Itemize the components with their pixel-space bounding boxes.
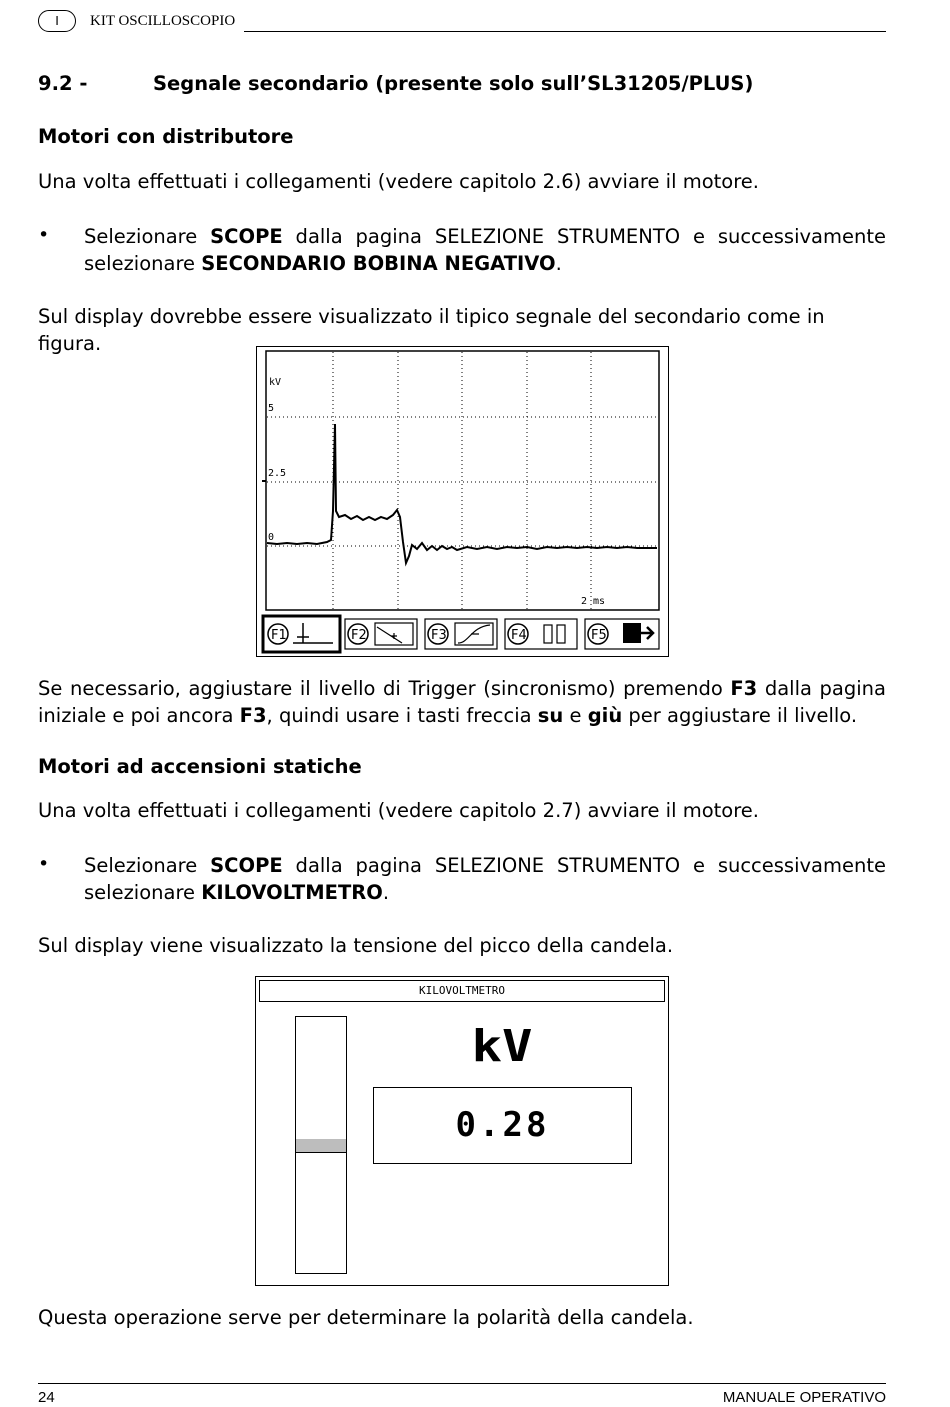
section-title: Segnale secondario (presente solo sull’SL31205/PLUS): [153, 72, 754, 95]
paragraph-intro-1: Una volta effettuati i collegamenti (vedere capitolo 2.6) avviare il motore.: [38, 170, 760, 193]
fkey-label: F4: [511, 628, 527, 643]
paragraph-intro-2: Una volta effettuati i collegamenti (vedere capitolo 2.7) avviare il motore.: [38, 799, 760, 822]
fkey-label: F3: [431, 628, 447, 643]
bullet-scope-secondary: Selezionare SCOPE dalla pagina SELEZIONE STRUMENTO e successivamente selezionare SECONDARIO BOBINA NEGATIVO.: [84, 225, 886, 275]
paragraph-trigger: Se necessario, aggiustare il livello di Trigger (sincronismo) premendo F3 dalla pagina iniziale e poi ancora F3, quindi usare i tasti freccia su e giù per aggiustare il livello.: [38, 677, 886, 727]
y-tick-label: 0: [268, 532, 275, 543]
y-tick-label: 5: [268, 403, 275, 414]
kilovoltmeter-screen-figure: [255, 976, 669, 1286]
slope-down-icon: [377, 627, 402, 643]
fkey-label: F2: [351, 628, 367, 643]
section-number: 9.2 -: [38, 72, 88, 95]
subheading-distributor: Motori con distributore: [38, 125, 294, 148]
footer-manual-title: MANUALE OPERATIVO: [722, 1389, 886, 1406]
y-tick-label: 2.5: [268, 468, 287, 479]
y-unit-label: kV: [269, 377, 282, 388]
language-badge: I: [38, 10, 76, 32]
slope-up-icon: [458, 625, 490, 643]
fkey-label: F1: [271, 628, 287, 643]
fkey-label: F5: [591, 628, 607, 643]
bullet-scope-kilovoltmeter: Selezionare SCOPE dalla pagina SELEZIONE STRUMENTO e successivamente selezionare KILOVOLTMETRO.: [84, 854, 886, 904]
kilovolt-value: 0.28: [373, 1087, 632, 1164]
paragraph-display-note-1: Sul display dovrebbe essere visualizzato il tipico segnale del secondario come in figura.: [38, 305, 825, 355]
kilovolt-bar-level: [296, 1139, 346, 1153]
paragraph-closing: Questa operazione serve per determinare la polarità della candela.: [38, 1306, 694, 1329]
kilovolt-unit: kV: [471, 1021, 533, 1072]
trigger-icon: [293, 623, 333, 643]
hold-icon: [544, 625, 552, 643]
paragraph-display-note-2: Sul display viene visualizzato la tensione del picco della candela.: [38, 934, 674, 957]
scope-screen: [257, 347, 668, 656]
scope-screen-figure: [256, 346, 669, 657]
function-key-bar: [263, 616, 659, 652]
page-number: 24: [38, 1389, 55, 1406]
footer-rule: [38, 1383, 886, 1384]
bullet-marker: •: [38, 224, 50, 246]
kilovolt-bar-gauge: [295, 1016, 347, 1274]
bullet-marker: •: [38, 853, 50, 875]
subheading-static-ignition: Motori ad accensioni statiche: [38, 755, 362, 778]
kilovoltmeter-title: KILOVOLTMETRO: [259, 980, 665, 1002]
header-title: KIT OSCILLOSCOPIO: [90, 13, 236, 29]
header-rule: [244, 31, 886, 32]
time-base-label: 2 ms: [581, 596, 606, 607]
